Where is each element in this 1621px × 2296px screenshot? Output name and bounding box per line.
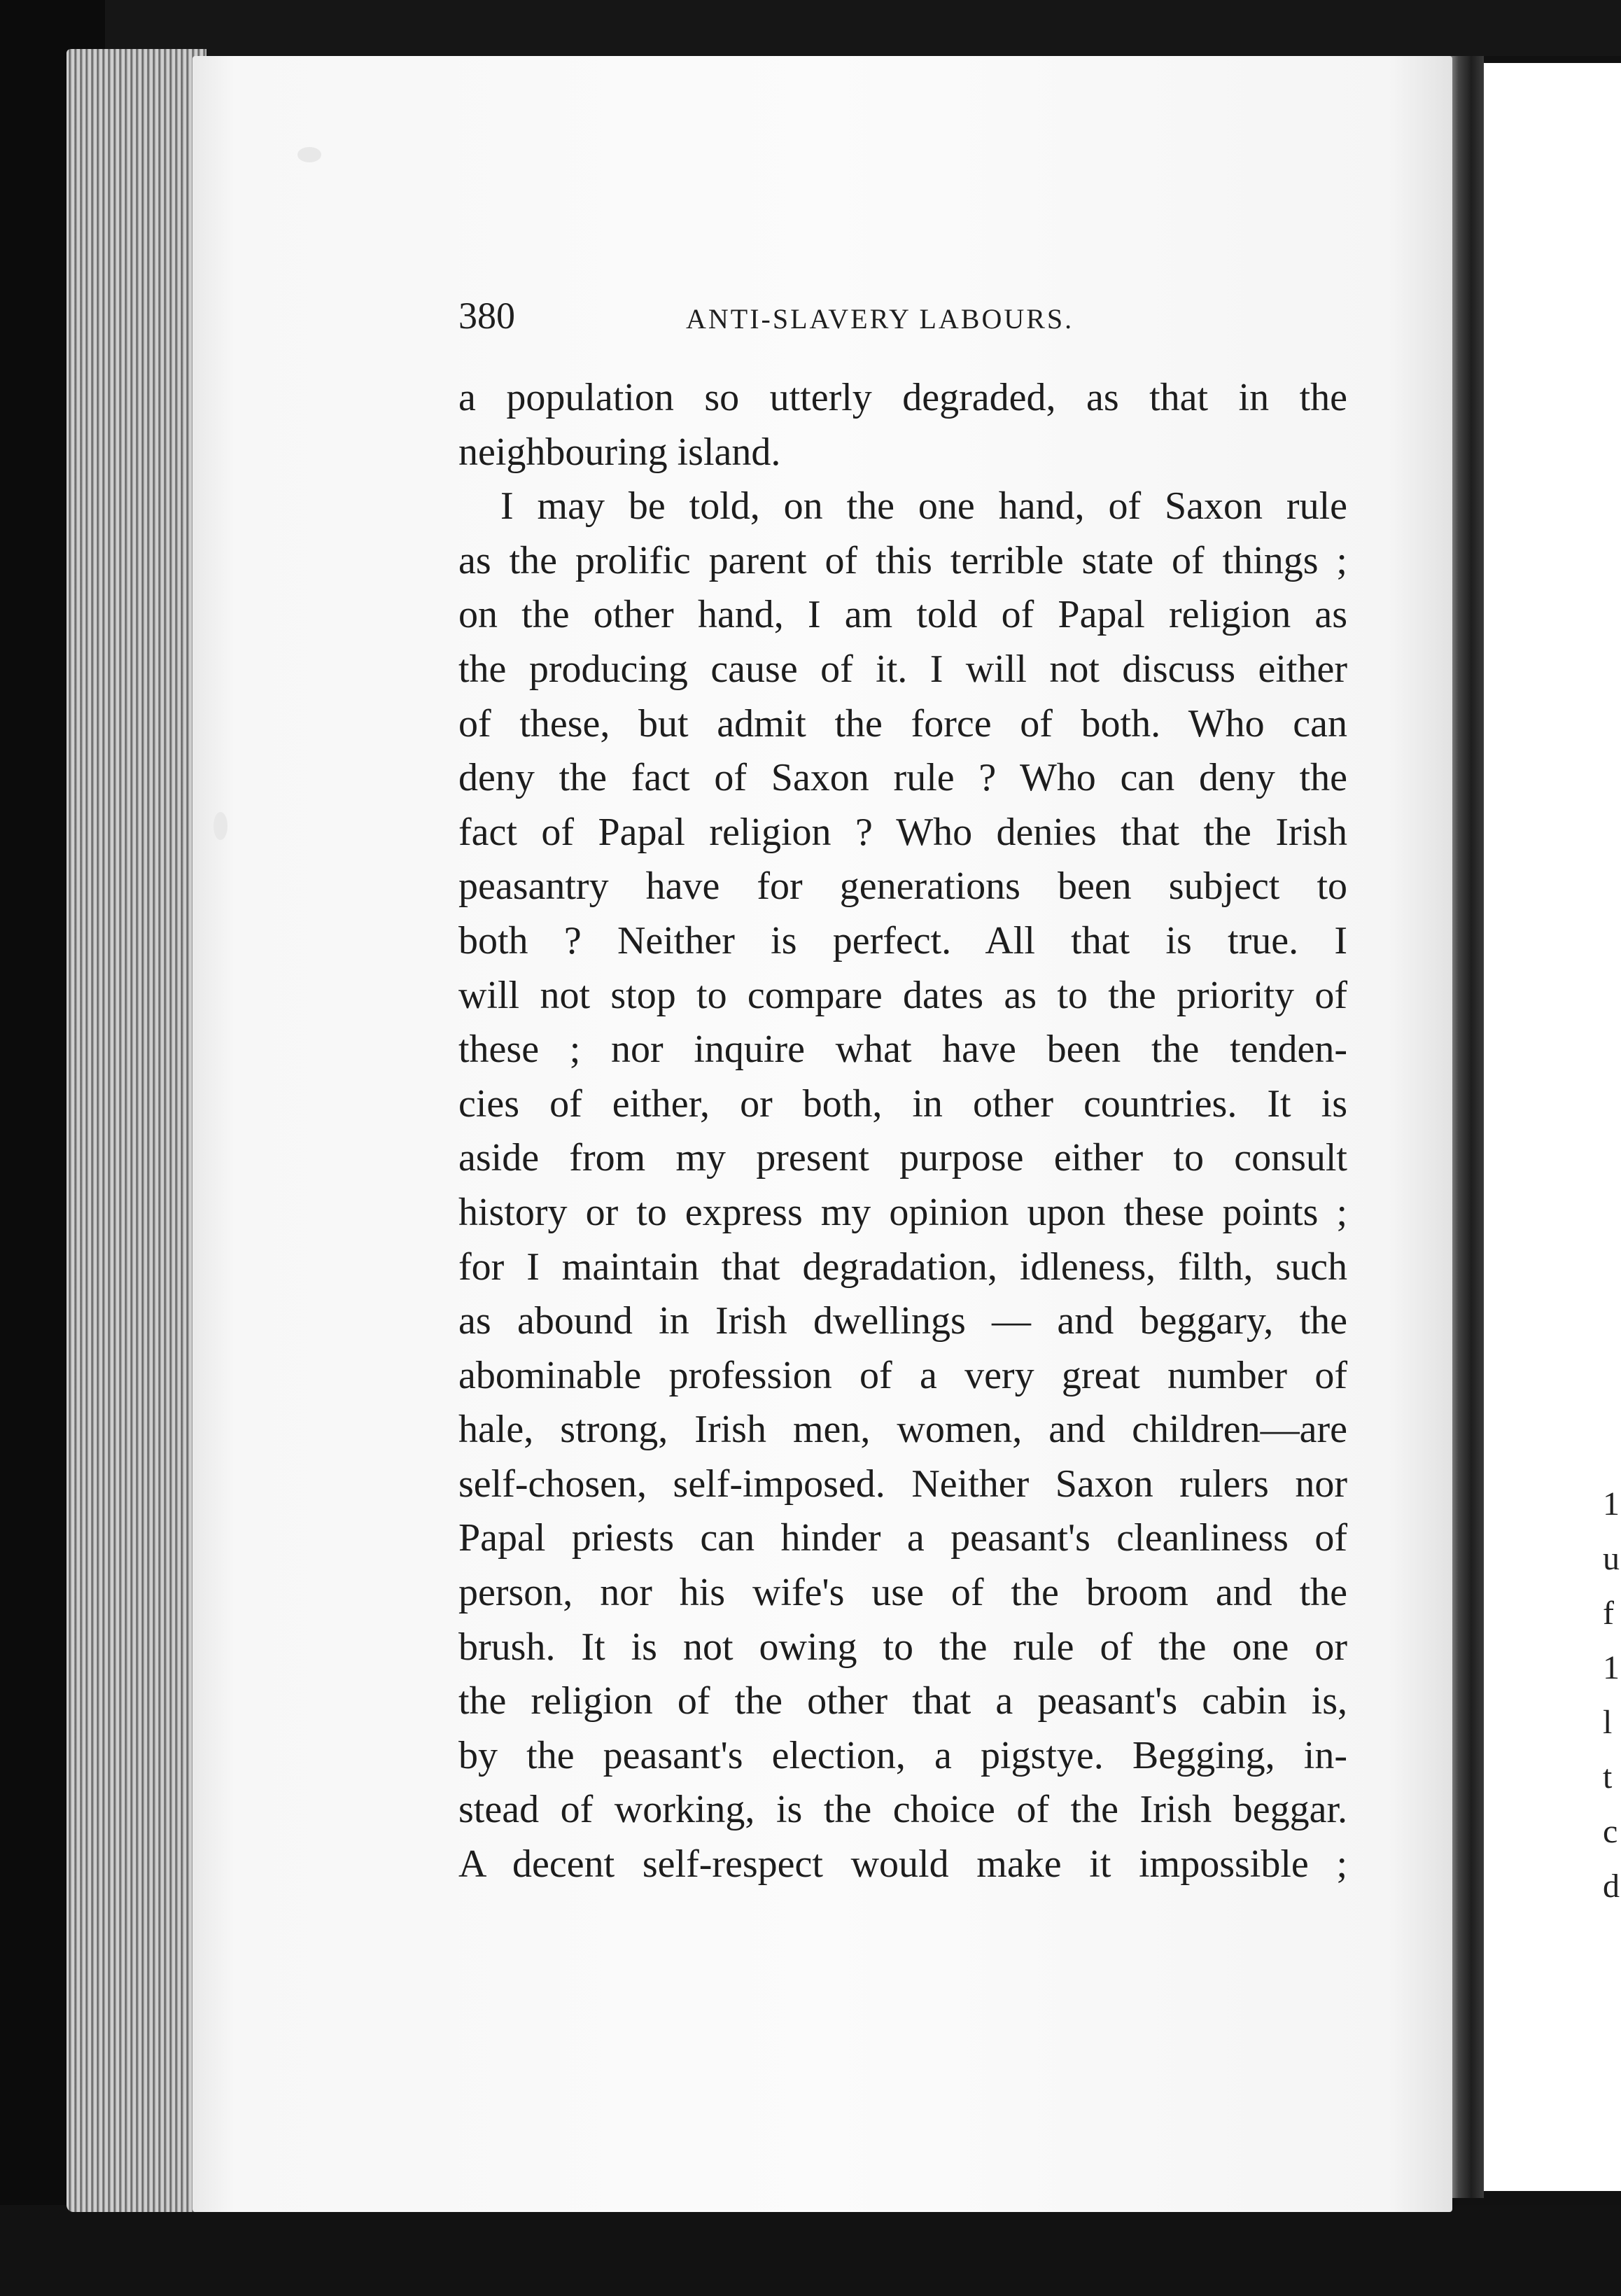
text-line: person, nor his wife's use of the broom and the	[458, 1571, 1347, 1615]
text-line: abominable profession of a very great number of	[458, 1353, 1347, 1397]
running-title: ANTI-SLAVERY LABOURS.	[686, 303, 1074, 335]
scan-top-edge	[0, 0, 1621, 56]
text-line: self-chosen, self-imposed. Neither Saxon rulers nor	[458, 1462, 1347, 1506]
text-line: deny the fact of Saxon rule ? Who can deny the	[458, 756, 1347, 800]
text-line: for I maintain that degradation, idleness, filth, such	[458, 1245, 1347, 1289]
text-line: brush. It is not owing to the rule of the one or	[458, 1625, 1347, 1669]
facing-fragment: 1	[1603, 1485, 1620, 1522]
scan-bottom-edge	[0, 2205, 1621, 2296]
text-line: stead of working, is the choice of the Irish beggar.	[458, 1788, 1347, 1832]
text-line: cies of either, or both, in other countries. It is	[458, 1082, 1347, 1126]
text-line: neighbouring island.	[458, 430, 781, 474]
text-line: aside from my present purpose either to consult	[458, 1136, 1347, 1180]
book-page-edges	[66, 49, 206, 2212]
facing-fragment: d	[1603, 1868, 1620, 1905]
page-number: 380	[458, 295, 515, 337]
text-line: the producing cause of it. I will not discuss either	[458, 647, 1347, 691]
facing-fragment: 1	[1603, 1649, 1620, 1686]
text-line: the religion of the other that a peasant's cabin is,	[458, 1679, 1347, 1723]
facing-fragment: l	[1603, 1704, 1613, 1741]
text-line: by the peasant's election, a pigstye. Begging, in-	[458, 1733, 1347, 1777]
text-line: history or to express my opinion upon these points ;	[458, 1190, 1347, 1234]
text-line: A decent self-respect would make it impossible ;	[458, 1842, 1347, 1886]
paper-speck	[297, 147, 321, 162]
text-line: I may be told, on the one hand, of Saxon rule	[500, 484, 1347, 528]
text-line: a population so utterly degraded, as that in the	[458, 376, 1347, 419]
text-line: fact of Papal religion ? Who denies that the Irish	[458, 810, 1347, 854]
facing-fragment: u	[1603, 1540, 1620, 1577]
text-line: as the prolific parent of this terrible state of things ;	[458, 538, 1347, 582]
page-header	[458, 294, 1354, 343]
body-text	[458, 371, 1347, 1892]
text-line: of these, but admit the force of both. Who can	[458, 701, 1347, 746]
text-line: hale, strong, Irish men, women, and children—are	[458, 1408, 1347, 1452]
text-line: as abound in Irish dwellings — and beggary, the	[458, 1299, 1347, 1343]
facing-fragment: f	[1603, 1595, 1614, 1632]
text-line: Papal priests can hinder a peasant's cleanliness of	[458, 1516, 1347, 1560]
facing-page-fragments	[1603, 1477, 1621, 1914]
facing-page	[1477, 63, 1621, 2191]
paper-speck	[213, 812, 227, 840]
facing-fragment: c	[1603, 1813, 1618, 1850]
text-line: peasantry have for generations been subject to	[458, 864, 1347, 909]
facing-fragment: t	[1603, 1758, 1613, 1795]
text-line: both ? Neither is perfect. All that is true. I	[458, 918, 1347, 962]
text-line: these ; nor inquire what have been the tenden-	[458, 1028, 1347, 1072]
text-line: will not stop to compare dates as to the priority of	[458, 973, 1347, 1017]
text-line: on the other hand, I am told of Papal religion as	[458, 593, 1347, 637]
